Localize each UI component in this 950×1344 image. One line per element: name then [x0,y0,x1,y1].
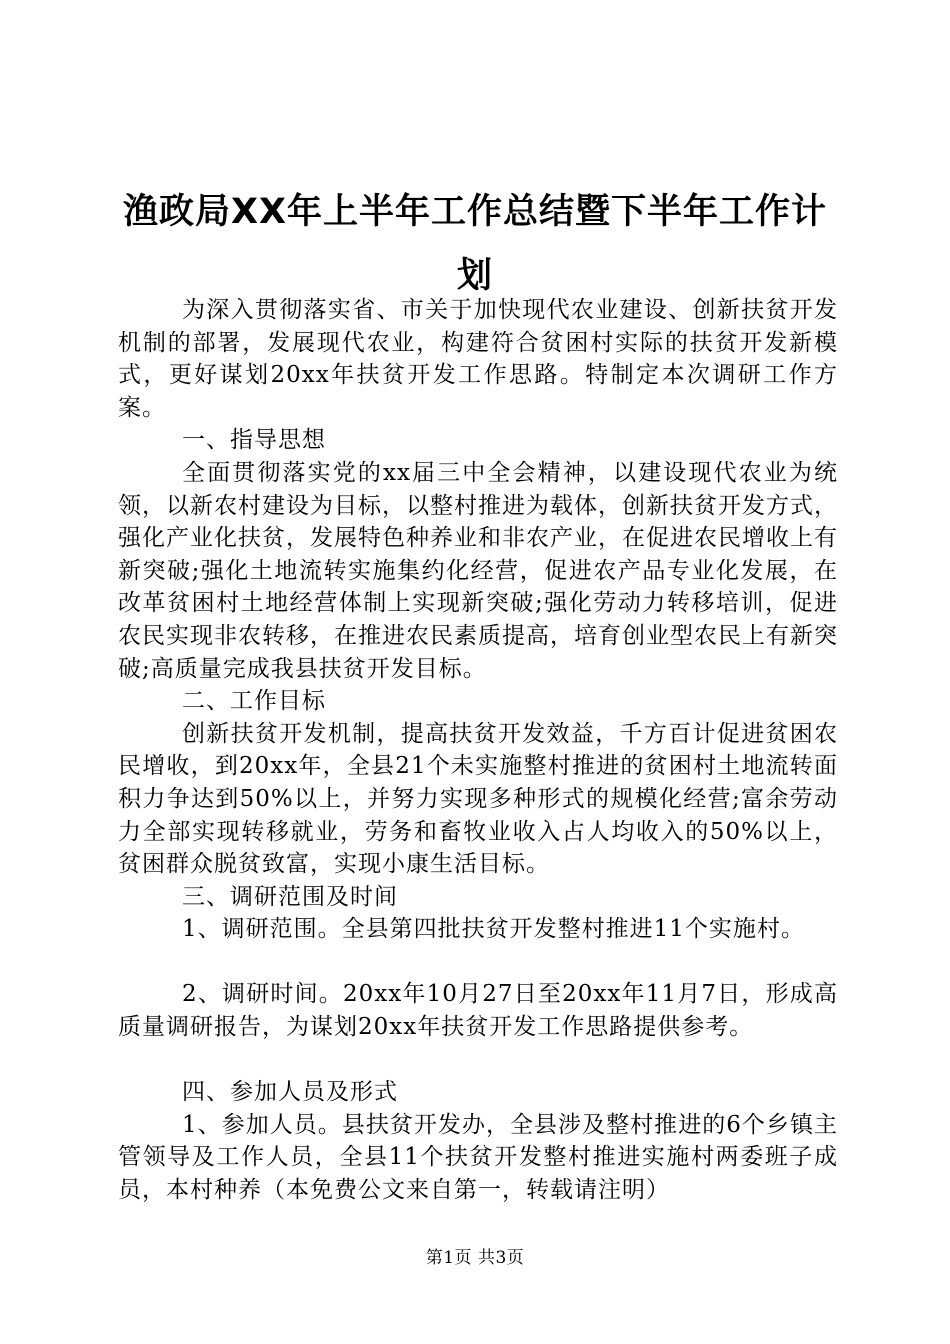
guiding-ideology-paragraph: 全面贯彻落实党的xx届三中全会精神，以建设现代农业为统领，以新农村建设为目标，以整村推进为载体，创新扶贫开发方式，强化产业化扶贫，发展特色种养业和非农产业，在促进农民增收上有新突破;强化土地流转实施集约化经营，促进农产品专业化发展，在改革贫困村土地经营体制上实现新突破;强化劳动力转移培训，促进农民实现非农转移，在推进农民素质提高，培育创业型农民上有新突破;高质量完成我县扶贫开发目标。 [118,459,838,682]
paragraph-gap [118,946,838,979]
research-time-paragraph: 2、调研时间。20xx年10月27日至20xx年11月7日，形成高质量调研报告，为谋划20xx年扶贫开发工作思路提供参考。 [118,981,838,1041]
paragraph-gap [118,1044,838,1077]
document-body [118,294,838,1207]
participants-paragraph: 1、参加人员。县扶贫开发办，全县涉及整村推进的6个乡镇主管领导及工作人员，全县11个扶贫开发整村推进实施村两委班子成员，本村种养（本免费公文来自第一，转载请注明） [118,1111,838,1204]
intro-paragraph: 为深入贯彻落实省、市关于加快现代农业建设、创新扶贫开发机制的部署，发展现代农业，构建符合贫困村实际的扶贫开发新模式，更好谋划20xx年扶贫开发工作思路。特制定本次调研工作方案。 [118,297,838,421]
title-line-2: 划 [456,256,493,296]
section-heading-guiding-ideology: 一、指导思想 [182,427,326,454]
section-heading-work-goals: 二、工作目标 [182,688,326,715]
document-title [118,180,832,308]
page-number-footer: 第1页 共3页 [425,1248,525,1268]
section-heading-participants: 四、参加人员及形式 [182,1079,398,1106]
section-heading-scope-and-time: 三、调研范围及时间 [182,883,398,910]
research-scope-paragraph: 1、调研范围。全县第四批扶贫开发整村推进11个实施村。 [182,916,805,943]
title-line-1: 渔政局XX年上半年工作总结暨下半年工作计 [123,192,827,232]
work-goals-paragraph: 创新扶贫开发机制，提高扶贫开发效益，千方百计促进贫困农民增收，到20xx年，全县21个未实施整村推进的贫困村土地流转面积力争达到50%以上，并努力实现多种形式的规模化经营;富余劳动力全部实现转移就业，劳务和畜牧业收入占人均收入的50%以上，贫困群众脱贫致富，实现小康生活目标。 [118,720,838,878]
